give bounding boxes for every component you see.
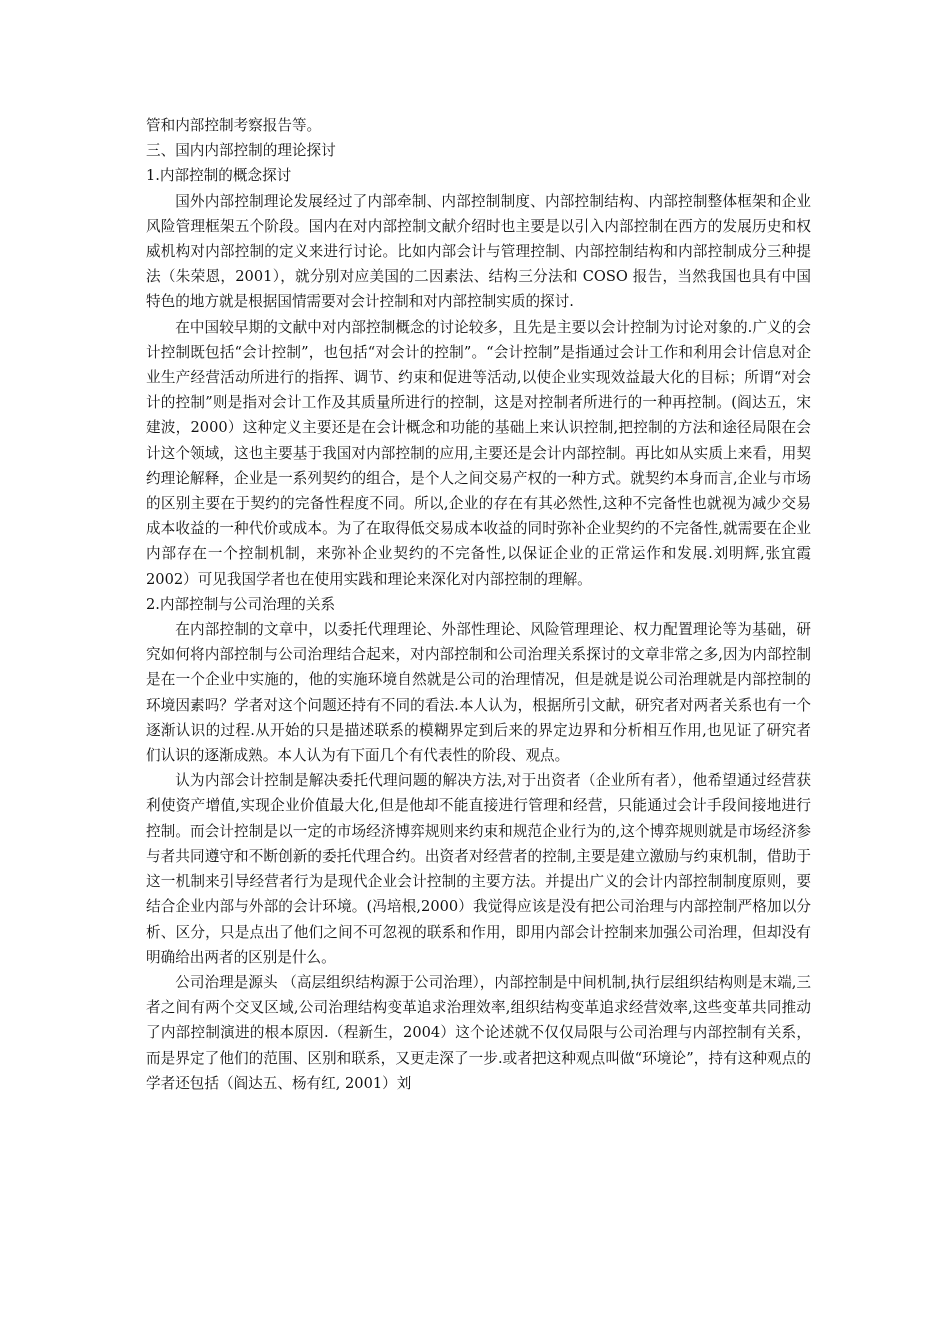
subsection-heading-1: 1.内部控制的概念探讨 [146,167,292,185]
subsection-heading-2: 2.内部控制与公司治理的关系 [146,595,336,613]
opening-line: 管和内部控制考察报告等。 [146,117,322,134]
document-page [146,113,811,1096]
paragraph: 公司治理是源头 （高层组织结构源于公司治理），内部控制是中间机制,执行层组织结构则是末端,三者之间有两个交叉区域,公司治理结构变革追求治理效率,组织结构变革追求经营效率,这些变革共同推动了内部控制演进的根本原因.（程新生，2004）这个论述就不仅仅局限与公司治理与内部控制有关系，而是界定了他们的范围、区别和联系，又更走深了一步.或者把这种观点叫做“环境论”，持有这种观点的学者还包括（阎达五、杨有红, 2001）刘 [146,973,811,1092]
paragraph: 认为内部会计控制是解决委托代理问题的解决方法,对于出资者（企业所有者），他希望通过经营获利使资产增值,实现企业价值最大化,但是他却不能直接进行管理和经营，只能通过会计手段间接地进行控制。而会计控制是以一定的市场经济博弈规则来约束和规范企业行为的,这个博弈规则就是市场经济参与者共同遵守和不断创新的委托代理合约。出资者对经营者的控制,主要是建立激励与约束机制，借助于这一机制来引导经营者行为是现代企业会计控制的主要方法。并提出广义的会计内部控制制度原则，要结合企业内部与外部的会计环境。(冯培根,2000）我觉得应该是没有把公司治理与内部控制严格加以分析、区分，只是点出了他们之间不可忽视的联系和作用，即用内部会计控制来加强公司治理，但却没有明确给出两者的区别是什么。 [146,772,811,966]
paragraph: 在中国较早期的文献中对内部控制概念的讨论较多，且先是主要以会计控制为讨论对象的.广义的会计控制既包括“会计控制”，也包括“对会计的控制”。“会计控制”是指通过会计工作和利用会计信息对企业生产经营活动所进行的指挥、调节、约束和促进等活动,以使企业实现效益最大化的目标；所谓“对会计的控制”则是指对会计工作及其质量所进行的控制，这是对控制者所进行的一种再控制。(阎达五，宋建波，2000）这种定义主要还是在会计概念和功能的基础上来认识控制,把控制的方法和途径局限在会计这个领域，这也主要基于我国对内部控制的应用,主要还是会计内部控制。再比如从实质上来看，用契约理论解释，企业是一系列契约的组合，是个人之间交易产权的一种方式。就契约本身而言,企业与市场的区别主要在于契约的完备性程度不同。所以,企业的存在有其必然性,这种不完备性也就视为减少交易成本收益的一种代价或成本。为了在取得低交易成本收益的同时弥补企业契约的不完备性,就需要在企业内部存在一个控制机制，来弥补企业契约的不完备性,以保证企业的正常运作和发展.刘明辉,张宜霞 2002）可见我国学者也在使用实践和理论来深化对内部控制的理解。 [146,318,811,588]
paragraph: 国外内部控制理论发展经过了内部牵制、内部控制制度、内部控制结构、内部控制整体框架和企业风险管理框架五个阶段。国内在对内部控制文献介绍时也主要是以引入内部控制在西方的发展历史和权威机构对内部控制的定义来进行讨论。比如内部会计与管理控制、内部控制结构和内部控制成分三种提法（朱荣恩，2001），就分别对应美国的二因素法、结构三分法和 COSO 报告，当然我国也具有中国特色的地方就是根据国情需要对会计控制和对内部控制实质的探讨. [146,192,811,311]
paragraph: 在内部控制的文章中，以委托代理理论、外部性理论、风险管理理论、权力配置理论等为基础，研究如何将内部控制与公司治理结合起来，对内部控制和公司治理关系探讨的文章非常之多,因为内部控制是在一个企业中实施的，他的实施环境自然就是公司的治理情况，但是就是说公司治理就是内部控制的环境因素吗？学者对这个问题还持有不同的看法.本人认为，根据所引文献，研究者对两者关系也有一个逐渐认识的过程.从开始的只是描述联系的模糊界定到后来的界定边界和分析相互作用,也见证了研究者们认识的逐渐成熟。本人认为有下面几个有代表性的阶段、观点。 [146,621,811,765]
section-heading: 三、国内内部控制的理论探讨 [146,142,336,160]
